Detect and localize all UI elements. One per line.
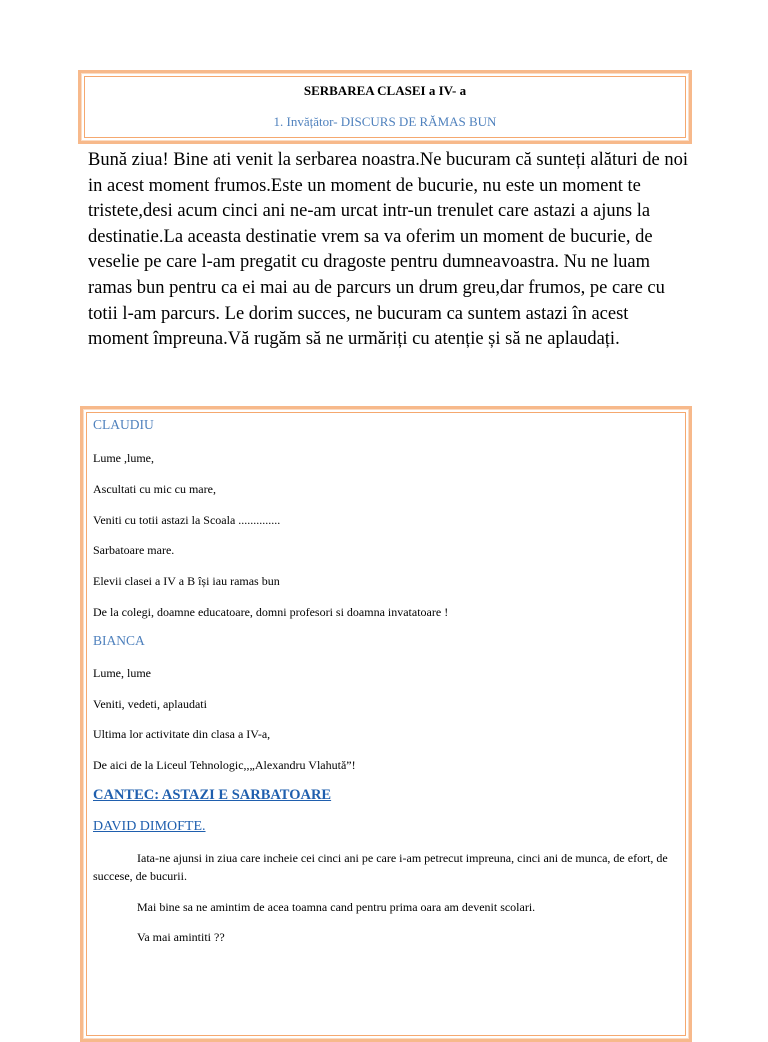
david-paragraph: Va mai amintiti ??: [137, 930, 225, 944]
claudiu-line: Sarbatoare mare.: [93, 543, 175, 557]
bianca-line: Ultima lor activitate din clasa a IV-a,: [93, 727, 271, 741]
script-box: [80, 406, 692, 1042]
speaker-david: DAVID DIMOFTE.: [93, 819, 206, 834]
bianca-line: Lume, lume: [93, 666, 151, 680]
intro-speech: Bună ziua! Bine ati venit la serbarea noastra.Ne bucuram că sunteți alături de noi in acest moment frumos.Este un moment de bucurie, nu este un moment te tristete,desi acum cinci ani ne-am urcat intr-un trenulet care astazi a ajuns la destinatie.La aceasta destinatie vrem sa va oferim un moment de bucurie, de veselie pe care l-am pregatit cu dragoste pentru dumneavoastra. Nu ne luam ramas bun pentru ca ei mai au de parcurs un drum greu,dar frumos, pe care cu totii l-am parcurs. Le dorim succes, ne bucuram ca suntem astazi în acest moment împreuna.Vă rugăm să ne urmăriți cu atenție și să ne aplaudați.: [88, 150, 688, 350]
claudiu-line: Veniti cu totii astazi la Scoala ..............: [93, 513, 281, 527]
claudiu-line: Ascultati cu mic cu mare,: [93, 482, 216, 496]
david-paragraph: Mai bine sa ne amintim de acea toamna cand pentru prima oara am devenit scolari.: [137, 900, 536, 914]
speaker-bianca: BIANCA: [93, 633, 145, 648]
claudiu-line: De la colegi, doamne educatoare, domni profesori si doamna invatatoare !: [93, 605, 449, 619]
claudiu-line: Elevii clasei a IV a B își iau ramas bun: [93, 574, 280, 588]
claudiu-line: Lume ,lume,: [93, 451, 154, 465]
header-box: [78, 70, 692, 144]
bianca-line: Veniti, vedeti, aplaudati: [93, 697, 207, 711]
page-title: SERBAREA CLASEI a IV- a: [303, 83, 467, 98]
page-subtitle: 1. Invățător- DISCURS DE RĂMAS BUN: [273, 114, 497, 129]
bianca-line: De aici de la Liceul Tehnologic,,„Alexandru Vlahută”!: [93, 758, 356, 772]
speaker-claudiu: CLAUDIU: [93, 417, 154, 432]
song-title: CANTEC: ASTAZI E SARBATOARE: [93, 787, 332, 803]
david-paragraph: Iata-ne ajunsi in ziua care incheie cei cinci ani pe care i-am petrecut impreuna, cinci ani de munca, de efort, de succese, de bucurii.: [93, 851, 668, 883]
